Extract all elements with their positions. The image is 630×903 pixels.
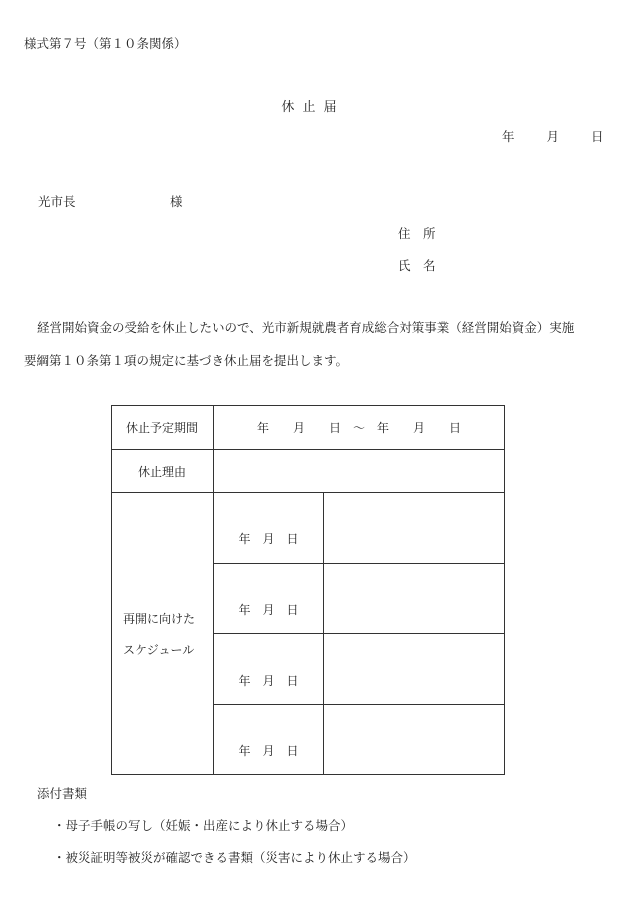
body-text-line-1: 経営開始資金の受給を休止したいので、光市新規就農者育成総合対策事業（経営開始資金）実施	[37, 320, 575, 335]
schedule-row-3-content[interactable]	[324, 634, 504, 704]
date-day: 日	[591, 129, 604, 144]
document-title: 休 止 届	[281, 100, 339, 115]
attachment-item-2: ・被災証明等被災が確認できる書類（災害により休止する場合）	[53, 850, 416, 865]
date-month: 月	[546, 129, 560, 144]
schedule-row-2-content[interactable]	[324, 564, 504, 633]
body-text-line-2: 要綱第１０条第１項の規定に基づき休止届を提出します。	[24, 353, 349, 368]
honorific: 様	[170, 194, 183, 209]
schedule-row-4-date: 年 月 日	[238, 743, 299, 758]
table-border-right	[504, 405, 505, 775]
attachment-item-1: ・母子手帳の写し（妊娠・出産により休止する場合）	[53, 818, 354, 833]
schedule-row-4-content[interactable]	[324, 705, 504, 774]
suspension-table	[111, 405, 505, 775]
period-label: 休止予定期間	[125, 420, 198, 435]
schedule-row-3-date: 年 月 日	[238, 673, 299, 688]
name-label: 氏 名	[398, 258, 436, 273]
schedule-row-1-date: 年 月 日	[238, 531, 299, 546]
date-year: 年	[502, 129, 515, 144]
addressee: 光市長	[38, 194, 76, 209]
schedule-label-line-1: 再開に向けた	[123, 612, 196, 626]
reason-label: 休止理由	[137, 464, 186, 479]
period-value[interactable]: 年 月 日 ～ 年 月 日	[256, 420, 461, 435]
schedule-row-2-date: 年 月 日	[238, 602, 299, 617]
table-border-bottom	[111, 774, 505, 775]
reason-value[interactable]	[214, 450, 504, 492]
form-number: 様式第７号（第１０条関係）	[24, 36, 187, 51]
schedule-label-line-2: スケジュール	[123, 643, 195, 657]
submission-date	[502, 127, 604, 145]
schedule-row-1-content[interactable]	[324, 493, 504, 563]
attachments-title: 添付書類	[37, 786, 88, 801]
address-label: 住 所	[398, 226, 436, 241]
